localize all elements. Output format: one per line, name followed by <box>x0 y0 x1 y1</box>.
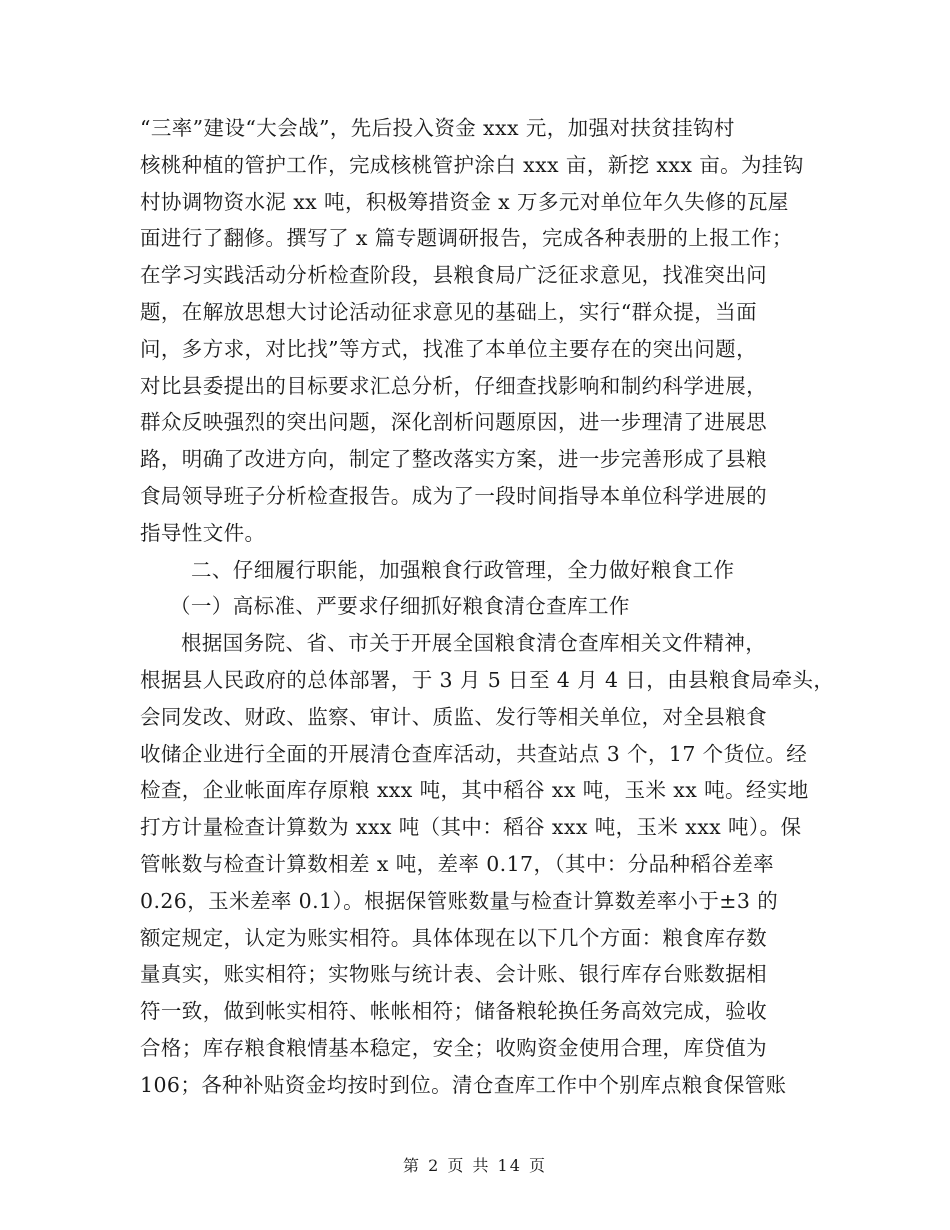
text-line: 打方计量检查计算数为 xxx 吨（其中：稻谷 xxx 吨，玉米 xxx 吨）。保 <box>140 815 802 840</box>
text-line: 额定规定，认定为账实相符。具体体现在以下几个方面：粮食库存数 <box>140 925 767 950</box>
text-line: 问，多方求，对比找”等方式，找准了本单位主要存在的突出问题， <box>140 336 757 361</box>
text-line: 106；各种补贴资金均按时到位。清仓查库工作中个别库点粮食保管账 <box>140 1072 787 1097</box>
text-line: 面进行了翻修。撰写了 x 篇专题调研报告，完成各种表册的上报工作； <box>140 226 793 251</box>
text-line: 群众反映强烈的突出问题，深化剖析问题原因，进一步理清了进展思 <box>140 410 767 435</box>
text-line: 指导性文件。 <box>140 520 266 545</box>
text-line: 在学习实践活动分析检查阶段，县粮食局广泛征求意见，找准突出问 <box>140 263 767 288</box>
text-line: 符一致，做到帐实相符、帐帐相符；储备粮轮换任务高效完成，验收 <box>140 999 767 1024</box>
text-line: 村协调物资水泥 xx 吨，积极筹措资金 x 万多元对单位年久失修的瓦屋 <box>140 189 789 214</box>
text-line: 路，明确了改进方向，制定了整改落实方案，进一步完善形成了县粮 <box>140 447 767 472</box>
text-line: “三率”建设“大会战”，先后投入资金 xxx 元，加强对扶贫挂钩村 <box>140 116 735 140</box>
text-line: 合格；库存粮食粮情基本稳定，安全；收购资金使用合理，库贷值为 <box>140 1035 767 1060</box>
text-line: 对比县委提出的目标要求汇总分析，仔细查找影响和制约科学进展， <box>140 373 767 398</box>
text-line: 检查，企业帐面库存原粮 xxx 吨，其中稻谷 xx 吨，玉米 xx 吨。经实地 <box>140 778 809 803</box>
text-line: 根据国务院、省、市关于开展全国粮食清仓查库相关文件精神， <box>181 631 767 656</box>
text-line: 食局领导班子分析检查报告。成为了一段时间指导本单位科学进展的 <box>140 483 767 508</box>
text-line: 核桃种植的管护工作，完成核桃管护涂白 xxx 亩，新挖 xxx 亩。为挂钩 <box>140 152 804 177</box>
text-line: 管帐数与检查计算数相差 x 吨，差率 0.17，（其中：分品种稻谷差率 <box>140 851 775 876</box>
text-line: 题，在解放思想大讨论活动征求意见的基础上，实行“群众提，当面 <box>140 299 757 324</box>
body-text <box>140 110 835 1104</box>
text-line: 收储企业进行全面的开展清仓查库活动，共查站点 3 个，17 个货位。经 <box>140 741 808 766</box>
text-line: 0.26，玉米差率 0.1）。根据保管账数量与检查计算数差率小于±3 的 <box>140 888 779 913</box>
page-footer: 第 2 页 共 14 页 <box>403 1156 547 1175</box>
text-line: 量真实，账实相符；实物账与统计表、会计账、银行库存台账数据相 <box>140 962 767 987</box>
text-line: 会同发改、财政、监察、审计、质监、发行等相关单位，对全县粮食 <box>140 704 767 729</box>
text-line: 根据县人民政府的总体部署，于 3 月 5 日至 4 月 4 日，由县粮食局牵头， <box>140 667 835 692</box>
subsection-heading: （一）高标准、严要求仔细抓好粮食清仓查库工作 <box>170 594 630 619</box>
section-heading: 二、仔细履行职能，加强粮食行政管理，全力做好粮食工作 <box>191 557 735 582</box>
